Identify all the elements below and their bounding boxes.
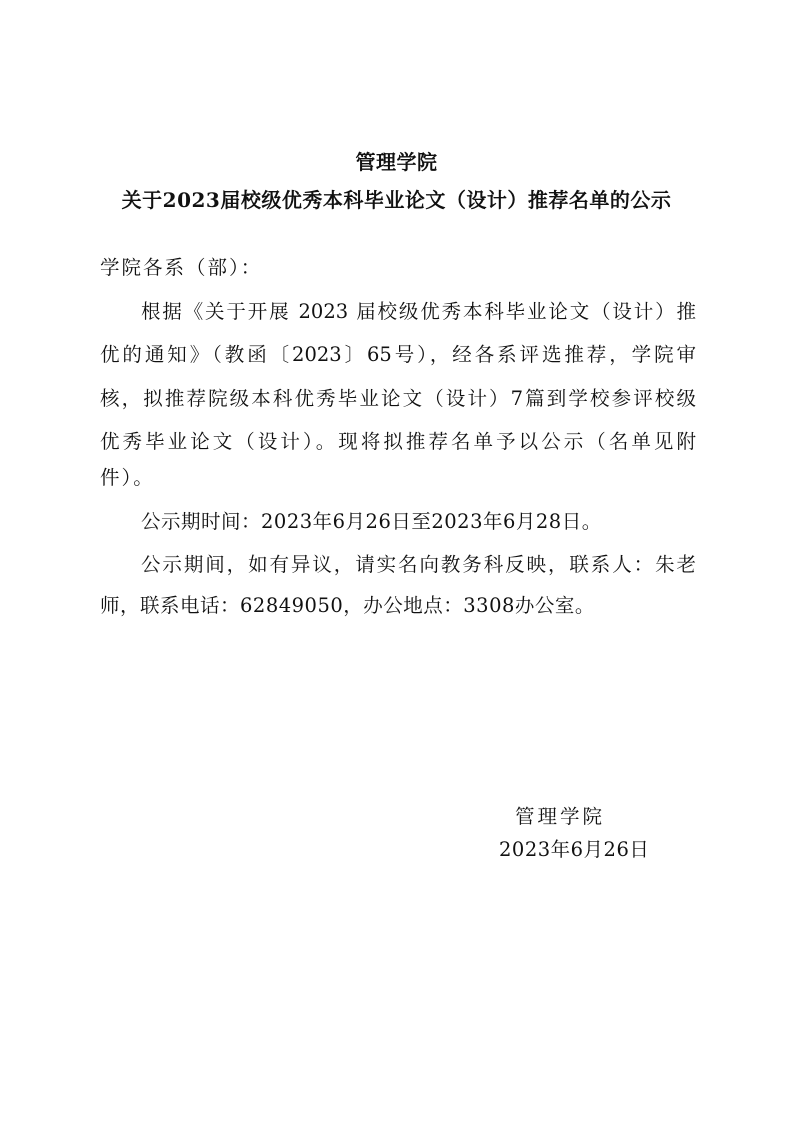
document-title-organization: 管理学院 [355, 150, 438, 174]
paragraph3-line2: 师，联系电话：62849050，办公地点：3308办公室。 [100, 594, 595, 617]
salutation: 学院各系（部）： [100, 256, 263, 279]
paragraph1-line2: 优的通知》（教函〔2023〕65号），经各系评选推荐，学院审 [100, 343, 696, 366]
paragraph1-line4: 优秀毕业论文（设计）。现将拟推荐名单予以公示（名单见附 [100, 430, 696, 453]
signature-date: 2023年6月26日 [499, 838, 650, 861]
paragraph1-line3: 核，拟推荐院级本科优秀毕业论文（设计）7篇到学校参评校级 [100, 387, 696, 410]
document-title: 关于2023届校级优秀本科毕业论文（设计）推荐名单的公示 [121, 188, 672, 212]
paragraph1-line1: 根据《关于开展 2023 届校级优秀本科毕业论文（设计）推 [141, 300, 696, 323]
notice-period: 公示期时间：2023年6月26日至2023年6月28日。 [141, 510, 602, 533]
paragraph3-line1: 公示期间，如有异议，请实名向教务科反映，联系人：朱老 [141, 553, 696, 576]
signature-organization: 管理学院 [515, 805, 606, 828]
paragraph1-line5: 件）。 [100, 466, 155, 489]
